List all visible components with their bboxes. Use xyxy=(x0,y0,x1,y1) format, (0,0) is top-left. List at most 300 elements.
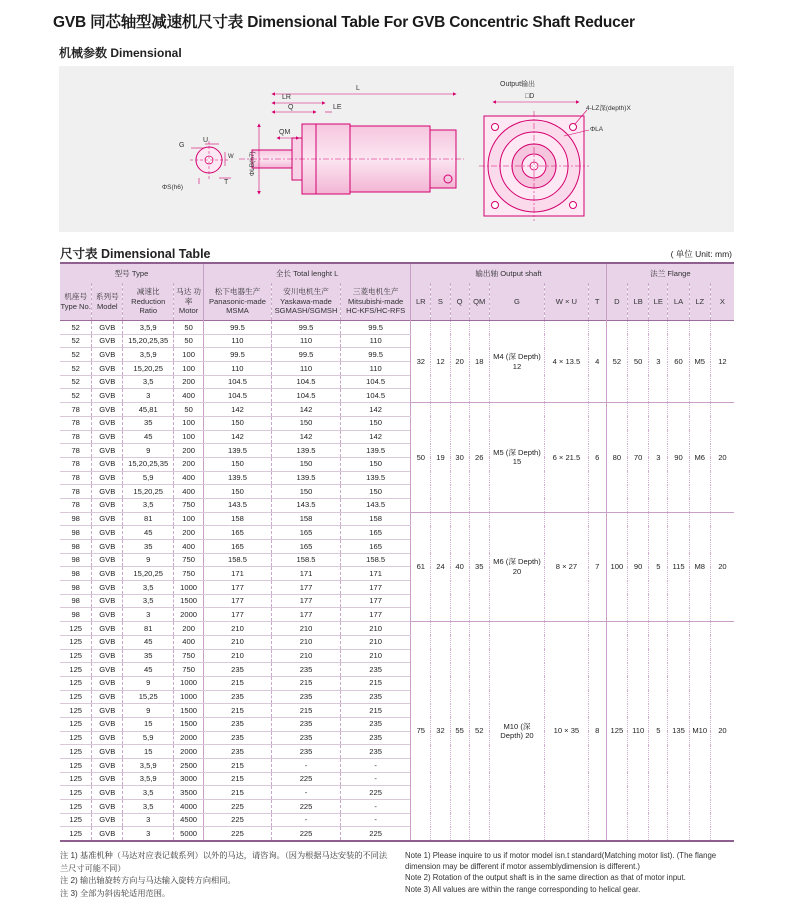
cell-motor: 100 xyxy=(174,362,204,376)
header-mitsubishi: 三菱电机生产 Mitsubishi-made HC-KFS/HC-RFS xyxy=(341,283,411,321)
cell-mitsubishi: 215 xyxy=(341,704,411,718)
cell-yaskawa: 235 xyxy=(271,663,340,677)
cell-motor: 400 xyxy=(174,635,204,649)
cell-la: 60 xyxy=(668,321,689,403)
cell-series: GVB xyxy=(92,676,123,690)
cell-yaskawa: 210 xyxy=(271,622,340,636)
cell-panasonic: 235 xyxy=(203,717,271,731)
cell-yaskawa: 110 xyxy=(271,334,340,348)
cell-panasonic: 225 xyxy=(203,800,271,814)
cell-frame: 125 xyxy=(60,717,92,731)
cell-panasonic: 235 xyxy=(203,745,271,759)
cell-motor: 3000 xyxy=(174,772,204,786)
cell-series: GVB xyxy=(92,594,123,608)
cell-panasonic: 150 xyxy=(203,485,271,499)
cell-mitsubishi: - xyxy=(341,759,411,773)
cell-ratio: 45 xyxy=(123,663,174,677)
cell-mitsubishi: 99.5 xyxy=(341,321,411,335)
cell-mitsubishi: 142 xyxy=(341,430,411,444)
cell-frame: 52 xyxy=(60,375,92,389)
cell-frame: 125 xyxy=(60,827,92,841)
cell-series: GVB xyxy=(92,375,123,389)
cell-le: 3 xyxy=(649,403,668,513)
cell-mitsubishi: 235 xyxy=(341,663,411,677)
cell-frame: 78 xyxy=(60,430,92,444)
cell-g: M4 (深 Depth) 12 xyxy=(489,321,544,403)
reducer-side-view xyxy=(239,85,464,194)
cell-mitsubishi: 150 xyxy=(341,485,411,499)
cell-frame: 78 xyxy=(60,498,92,512)
cell-panasonic: 171 xyxy=(203,567,271,581)
header-LR: LR xyxy=(411,283,431,321)
cell-series: GVB xyxy=(92,635,123,649)
cell-yaskawa: 142 xyxy=(271,430,340,444)
cell-ratio: 3 xyxy=(123,389,174,403)
cell-ratio: 9 xyxy=(123,704,174,718)
cell-series: GVB xyxy=(92,362,123,376)
cell-series: GVB xyxy=(92,430,123,444)
cell-frame: 98 xyxy=(60,594,92,608)
cell-frame: 78 xyxy=(60,416,92,430)
cell-lr: 61 xyxy=(411,512,431,622)
cell-frame: 98 xyxy=(60,608,92,622)
cell-ratio: 45,81 xyxy=(123,403,174,417)
cell-series: GVB xyxy=(92,457,123,471)
dim-Q: Q xyxy=(288,104,294,111)
header-T: T xyxy=(588,283,606,321)
cell-series: GVB xyxy=(92,512,123,526)
cell-yaskawa: 104.5 xyxy=(271,389,340,403)
cell-frame: 78 xyxy=(60,457,92,471)
cell-g: M6 (深 Depth) 20 xyxy=(489,512,544,622)
cell-frame: 98 xyxy=(60,581,92,595)
notes-chinese xyxy=(60,850,395,900)
cell-series: GVB xyxy=(92,745,123,759)
table-body xyxy=(60,321,734,842)
header-panasonic: 松下电器生产 Panasonic-made MSMA xyxy=(203,283,271,321)
cell-series: GVB xyxy=(92,485,123,499)
technical-drawing-svg xyxy=(59,66,734,232)
note-zh-3: 注 3) 全部为斜齿轮适用范围。 xyxy=(60,888,171,898)
cell-t: 8 xyxy=(588,622,606,842)
cell-le: 5 xyxy=(649,512,668,622)
cell-frame: 98 xyxy=(60,567,92,581)
cell-wxu: 10 × 35 xyxy=(545,622,589,842)
cell-panasonic: 210 xyxy=(203,649,271,663)
dim-W: W xyxy=(228,154,234,160)
cell-frame: 78 xyxy=(60,403,92,417)
cell-yaskawa: 150 xyxy=(271,457,340,471)
cell-ratio: 45 xyxy=(123,526,174,540)
cell-yaskawa: 215 xyxy=(271,676,340,690)
cell-ratio: 15,20,25,35 xyxy=(123,334,174,348)
cell-la: 135 xyxy=(668,622,689,842)
cell-motor: 100 xyxy=(174,512,204,526)
cell-yaskawa: 142 xyxy=(271,403,340,417)
section-title-dimensional: 机械参数 Dimensional xyxy=(59,46,182,60)
dim-LA: ΦLA xyxy=(590,126,604,133)
cell-x: 20 xyxy=(710,512,734,622)
cell-panasonic: 165 xyxy=(203,526,271,540)
cell-lz: M6 xyxy=(689,403,710,513)
cell-panasonic: 150 xyxy=(203,457,271,471)
header-QM: QM xyxy=(469,283,489,321)
cell-frame: 125 xyxy=(60,676,92,690)
cell-yaskawa: 177 xyxy=(271,581,340,595)
cell-frame: 52 xyxy=(60,334,92,348)
cell-le: 3 xyxy=(649,321,668,403)
cell-panasonic: 104.5 xyxy=(203,375,271,389)
cell-ratio: 9 xyxy=(123,444,174,458)
cell-t: 7 xyxy=(588,512,606,622)
header-LB: LB xyxy=(628,283,649,321)
cell-frame: 125 xyxy=(60,663,92,677)
cell-mitsubishi: 165 xyxy=(341,526,411,540)
cell-panasonic: 215 xyxy=(203,786,271,800)
cell-series: GVB xyxy=(92,403,123,417)
cell-motor: 2000 xyxy=(174,745,204,759)
cell-panasonic: 235 xyxy=(203,731,271,745)
cell-yaskawa: 177 xyxy=(271,594,340,608)
output-label: Output输出 xyxy=(500,81,536,88)
cell-yaskawa: - xyxy=(271,786,340,800)
cell-wxu: 6 × 21.5 xyxy=(545,403,589,513)
cell-motor: 100 xyxy=(174,348,204,362)
cell-mitsubishi: 142 xyxy=(341,403,411,417)
cell-ratio: 15,20,25 xyxy=(123,567,174,581)
cell-q: 55 xyxy=(450,622,469,842)
cell-mitsubishi: - xyxy=(341,813,411,827)
cell-series: GVB xyxy=(92,444,123,458)
cell-yaskawa: 225 xyxy=(271,772,340,786)
cell-ratio: 35 xyxy=(123,540,174,554)
note-en-1: Note 1) Please inquire to us if motor model isn.t standard(Matching motor list). (The flange dimension may be different if motor assemblydimension is different.) xyxy=(405,851,717,872)
cell-panasonic: 99.5 xyxy=(203,321,271,335)
header-type-group: 型号 Type xyxy=(60,263,203,283)
cell-panasonic: 158.5 xyxy=(203,553,271,567)
cell-d: 80 xyxy=(606,403,627,513)
cell-series: GVB xyxy=(92,553,123,567)
reducer-front-view xyxy=(479,79,631,221)
cell-mitsubishi: 235 xyxy=(341,731,411,745)
cell-motor: 400 xyxy=(174,485,204,499)
cell-panasonic: 142 xyxy=(203,430,271,444)
cell-frame: 78 xyxy=(60,444,92,458)
header-length-group: 全长 Total lenght L xyxy=(203,263,410,283)
cell-motor: 750 xyxy=(174,649,204,663)
cell-wxu: 8 × 27 xyxy=(545,512,589,622)
shaft-section-view xyxy=(162,137,234,191)
header-ratio: 减速比 Reduction Ratio xyxy=(123,283,174,321)
cell-mitsubishi: 165 xyxy=(341,540,411,554)
cell-yaskawa: 165 xyxy=(271,540,340,554)
cell-yaskawa: - xyxy=(271,813,340,827)
cell-ratio: 3,5 xyxy=(123,375,174,389)
dim-LZ: 4-LZ深(depth)X xyxy=(586,105,631,112)
cell-motor: 50 xyxy=(174,403,204,417)
cell-series: GVB xyxy=(92,567,123,581)
cell-series: GVB xyxy=(92,321,123,335)
cell-ratio: 3 xyxy=(123,608,174,622)
cell-yaskawa: 139.5 xyxy=(271,444,340,458)
table-row xyxy=(60,622,734,636)
header-LZ: LZ xyxy=(689,283,710,321)
cell-ratio: 15,25 xyxy=(123,690,174,704)
cell-t: 4 xyxy=(588,321,606,403)
table-row xyxy=(60,512,734,526)
cell-series: GVB xyxy=(92,334,123,348)
cell-mitsubishi: 215 xyxy=(341,676,411,690)
header-LA: LA xyxy=(668,283,689,321)
cell-ratio: 5,9 xyxy=(123,471,174,485)
header-X: X xyxy=(710,283,734,321)
cell-mitsubishi: 104.5 xyxy=(341,389,411,403)
cell-lr: 75 xyxy=(411,622,431,842)
cell-series: GVB xyxy=(92,581,123,595)
cell-series: GVB xyxy=(92,759,123,773)
table-row xyxy=(60,403,734,417)
cell-motor: 2000 xyxy=(174,731,204,745)
cell-qm: 26 xyxy=(469,403,489,513)
notes-english xyxy=(405,850,735,895)
cell-lz: M8 xyxy=(689,512,710,622)
cell-motor: 2500 xyxy=(174,759,204,773)
header-flange-group: 法兰 Flange xyxy=(606,263,734,283)
cell-ratio: 3,5 xyxy=(123,581,174,595)
cell-lz: M5 xyxy=(689,321,710,403)
cell-motor: 400 xyxy=(174,389,204,403)
cell-s: 32 xyxy=(431,622,450,842)
cell-panasonic: 235 xyxy=(203,663,271,677)
cell-mitsubishi: - xyxy=(341,800,411,814)
cell-panasonic: 158 xyxy=(203,512,271,526)
cell-yaskawa: 235 xyxy=(271,717,340,731)
cell-mitsubishi: 210 xyxy=(341,622,411,636)
cell-yaskawa: 225 xyxy=(271,827,340,841)
cell-x: 12 xyxy=(710,321,734,403)
cell-frame: 98 xyxy=(60,540,92,554)
cell-yaskawa: 150 xyxy=(271,416,340,430)
cell-motor: 50 xyxy=(174,321,204,335)
cell-panasonic: 215 xyxy=(203,676,271,690)
cell-panasonic: 215 xyxy=(203,772,271,786)
cell-mitsubishi: 235 xyxy=(341,690,411,704)
cell-panasonic: 142 xyxy=(203,403,271,417)
technical-drawing xyxy=(59,66,734,232)
cell-frame: 125 xyxy=(60,800,92,814)
cell-panasonic: 177 xyxy=(203,608,271,622)
cell-motor: 200 xyxy=(174,622,204,636)
cell-motor: 1500 xyxy=(174,594,204,608)
cell-mitsubishi: 235 xyxy=(341,717,411,731)
cell-mitsubishi: 210 xyxy=(341,635,411,649)
cell-ratio: 15,20,25,35 xyxy=(123,457,174,471)
cell-frame: 98 xyxy=(60,553,92,567)
header-shaft-group: 输出轴 Output shaft xyxy=(411,263,607,283)
page-title: GVB 同芯轴型减速机尺寸表 Dimensional Table For GVB Concentric Shaft Reducer xyxy=(53,14,635,31)
cell-series: GVB xyxy=(92,717,123,731)
cell-mitsubishi: 177 xyxy=(341,594,411,608)
cell-qm: 52 xyxy=(469,622,489,842)
dim-L: L xyxy=(356,85,360,92)
dim-phiS: ΦS(h6) xyxy=(162,184,184,191)
cell-ratio: 35 xyxy=(123,649,174,663)
cell-series: GVB xyxy=(92,526,123,540)
dim-phiLB: ΦLB(h7) xyxy=(249,151,256,176)
dim-D: □D xyxy=(525,93,535,100)
cell-panasonic: 210 xyxy=(203,622,271,636)
cell-mitsubishi: 139.5 xyxy=(341,471,411,485)
cell-ratio: 15 xyxy=(123,717,174,731)
cell-mitsubishi: 225 xyxy=(341,786,411,800)
cell-frame: 52 xyxy=(60,362,92,376)
note-zh-2: 注 2) 输出轴旋转方向与马达输入旋转方向相同。 xyxy=(60,876,236,885)
cell-x: 20 xyxy=(710,622,734,842)
cell-motor: 750 xyxy=(174,663,204,677)
cell-lb: 70 xyxy=(628,403,649,513)
dim-T: T xyxy=(224,179,229,186)
cell-mitsubishi: 99.5 xyxy=(341,348,411,362)
cell-yaskawa: 177 xyxy=(271,608,340,622)
table-row xyxy=(60,321,734,335)
cell-frame: 125 xyxy=(60,786,92,800)
cell-series: GVB xyxy=(92,800,123,814)
header-frame: 机座号 Type No. xyxy=(60,283,92,321)
cell-panasonic: 110 xyxy=(203,362,271,376)
dim-QM: QM xyxy=(279,129,291,136)
cell-motor: 1000 xyxy=(174,581,204,595)
cell-mitsubishi: 171 xyxy=(341,567,411,581)
note-zh-1: 注 1) 基准机种（马达对应表记载系列）以外的马达，请咨询。（因为根据马达安装的不同法兰尺寸可能不同） xyxy=(60,851,388,873)
cell-series: GVB xyxy=(92,608,123,622)
cell-series: GVB xyxy=(92,389,123,403)
header-S: S xyxy=(431,283,450,321)
header-LE: LE xyxy=(649,283,668,321)
cell-yaskawa: 139.5 xyxy=(271,471,340,485)
cell-yaskawa: 158 xyxy=(271,512,340,526)
cell-s: 19 xyxy=(431,403,450,513)
cell-yaskawa: 99.5 xyxy=(271,348,340,362)
cell-q: 30 xyxy=(450,403,469,513)
cell-ratio: 3,5 xyxy=(123,800,174,814)
cell-motor: 100 xyxy=(174,416,204,430)
cell-series: GVB xyxy=(92,786,123,800)
cell-ratio: 3,5 xyxy=(123,786,174,800)
table-title: 尺寸表 Dimensional Table xyxy=(60,247,211,261)
cell-frame: 125 xyxy=(60,622,92,636)
cell-series: GVB xyxy=(92,540,123,554)
cell-motor: 3500 xyxy=(174,786,204,800)
cell-lb: 50 xyxy=(628,321,649,403)
cell-panasonic: 110 xyxy=(203,334,271,348)
cell-ratio: 3,5,9 xyxy=(123,348,174,362)
cell-yaskawa: 215 xyxy=(271,704,340,718)
cell-ratio: 45 xyxy=(123,430,174,444)
dim-U: U xyxy=(203,137,209,144)
cell-motor: 1500 xyxy=(174,717,204,731)
unit-label: ( 单位 Unit: mm) xyxy=(670,249,732,259)
cell-yaskawa: 99.5 xyxy=(271,321,340,335)
cell-d: 125 xyxy=(606,622,627,842)
cell-motor: 750 xyxy=(174,553,204,567)
cell-series: GVB xyxy=(92,663,123,677)
cell-mitsubishi: 177 xyxy=(341,608,411,622)
cell-frame: 125 xyxy=(60,704,92,718)
cell-yaskawa: 158.5 xyxy=(271,553,340,567)
cell-mitsubishi: - xyxy=(341,772,411,786)
cell-yaskawa: 104.5 xyxy=(271,375,340,389)
cell-panasonic: 150 xyxy=(203,416,271,430)
cell-frame: 98 xyxy=(60,526,92,540)
cell-frame: 78 xyxy=(60,471,92,485)
cell-d: 52 xyxy=(606,321,627,403)
cell-motor: 400 xyxy=(174,540,204,554)
cell-yaskawa: 235 xyxy=(271,731,340,745)
cell-series: GVB xyxy=(92,649,123,663)
cell-frame: 125 xyxy=(60,690,92,704)
cell-mitsubishi: 210 xyxy=(341,649,411,663)
cell-frame: 125 xyxy=(60,759,92,773)
cell-ratio: 9 xyxy=(123,676,174,690)
note-en-3: Note 3) All values are within the range corresponding to helical gear. xyxy=(405,884,641,894)
cell-ratio: 3,5,9 xyxy=(123,772,174,786)
cell-panasonic: 210 xyxy=(203,635,271,649)
cell-panasonic: 139.5 xyxy=(203,471,271,485)
cell-motor: 4000 xyxy=(174,800,204,814)
cell-series: GVB xyxy=(92,772,123,786)
cell-mitsubishi: 110 xyxy=(341,334,411,348)
cell-frame: 125 xyxy=(60,813,92,827)
cell-g: M10 (深 Depth) 20 xyxy=(489,622,544,842)
cell-ratio: 81 xyxy=(123,512,174,526)
cell-s: 24 xyxy=(431,512,450,622)
cell-yaskawa: 143.5 xyxy=(271,498,340,512)
cell-frame: 125 xyxy=(60,772,92,786)
cell-mitsubishi: 150 xyxy=(341,457,411,471)
cell-ratio: 5,9 xyxy=(123,731,174,745)
cell-panasonic: 235 xyxy=(203,690,271,704)
note-en-2: Note 2) Rotation of the output shaft is in the same direction as that of motor input. xyxy=(405,873,686,883)
cell-frame: 125 xyxy=(60,635,92,649)
dim-LE: LE xyxy=(333,104,342,111)
cell-q: 40 xyxy=(450,512,469,622)
cell-lr: 50 xyxy=(411,403,431,513)
cell-mitsubishi: 110 xyxy=(341,362,411,376)
cell-yaskawa: 235 xyxy=(271,690,340,704)
cell-qm: 18 xyxy=(469,321,489,403)
cell-ratio: 15,20,25 xyxy=(123,362,174,376)
cell-motor: 1500 xyxy=(174,704,204,718)
cell-mitsubishi: 104.5 xyxy=(341,375,411,389)
cell-series: GVB xyxy=(92,471,123,485)
cell-mitsubishi: 158.5 xyxy=(341,553,411,567)
cell-motor: 200 xyxy=(174,444,204,458)
cell-motor: 750 xyxy=(174,498,204,512)
cell-panasonic: 225 xyxy=(203,827,271,841)
cell-lr: 32 xyxy=(411,321,431,403)
cell-ratio: 3,5 xyxy=(123,594,174,608)
cell-ratio: 3 xyxy=(123,827,174,841)
cell-yaskawa: 150 xyxy=(271,485,340,499)
cell-la: 115 xyxy=(668,512,689,622)
cell-motor: 4500 xyxy=(174,813,204,827)
cell-frame: 125 xyxy=(60,745,92,759)
cell-t: 6 xyxy=(588,403,606,513)
cell-mitsubishi: 158 xyxy=(341,512,411,526)
cell-panasonic: 215 xyxy=(203,759,271,773)
cell-motor: 750 xyxy=(174,567,204,581)
dim-LR: LR xyxy=(282,94,291,101)
